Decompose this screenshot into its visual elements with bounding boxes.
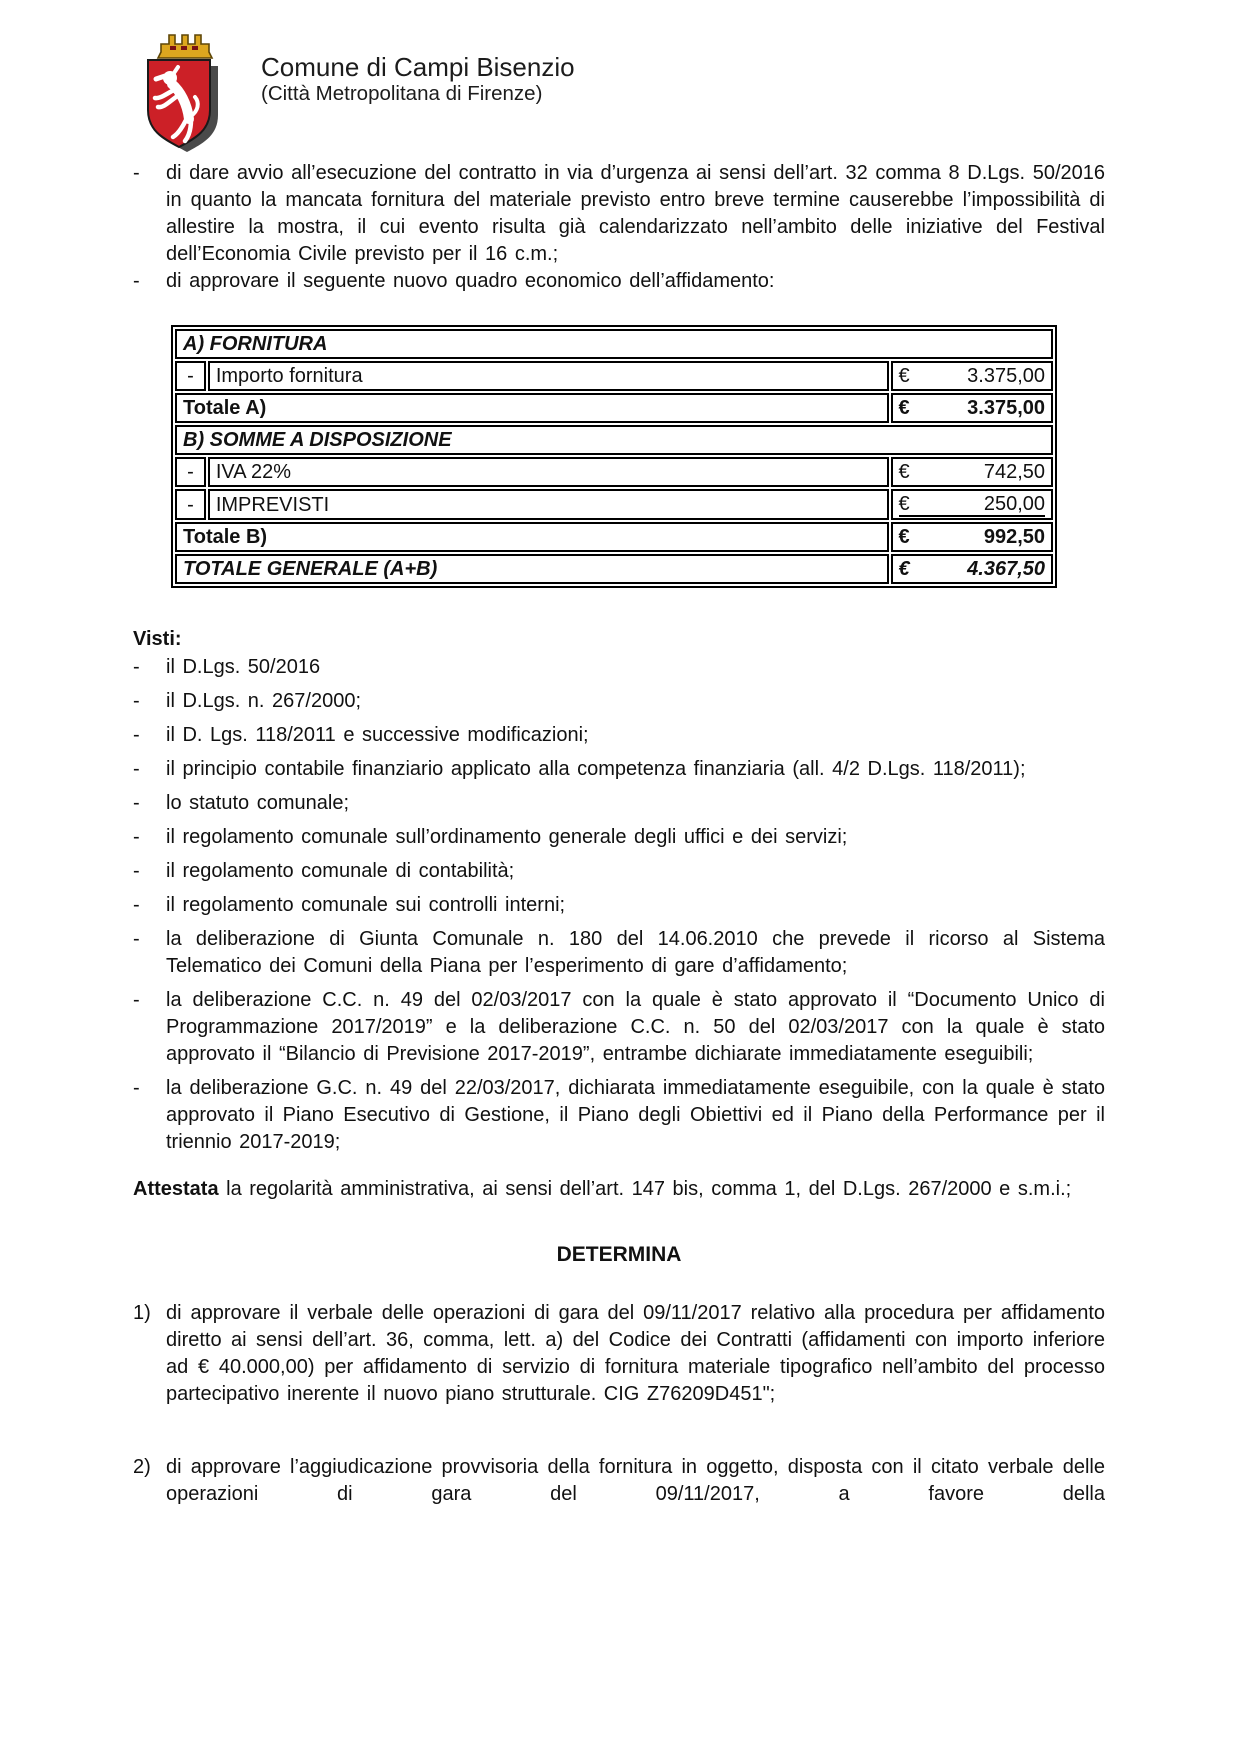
bullet-text: il regolamento comunale sull’ordinamento generale degli uffici e dei servizi;	[166, 826, 848, 848]
bullet-text: il regolamento comunale di contabilità;	[166, 860, 515, 882]
header-text-block	[261, 52, 575, 106]
crown-icon	[158, 35, 212, 58]
bullet-marker: -	[133, 989, 140, 1011]
bullet-text: la deliberazione di Giunta Comunale n. 180 del 14.06.2010 che prevede il ricorso al Sistema Telematico dei Comuni della Piana per l’esperimento di gare d’affidamento;	[166, 928, 1105, 977]
euro-sign: €	[898, 526, 910, 548]
bullet-text: il D.Lgs. 50/2016	[166, 656, 321, 678]
amount-cell	[891, 489, 1053, 520]
bullet-text: il D.Lgs. n. 267/2000;	[166, 690, 362, 712]
decision-text: di approvare il verbale delle operazioni di gara del 09/11/2017 relativo alla procedura per affidamento diretto ai sensi dell’art. 36, comma, lett. a) del Codice dei Contratti (affidamenti con importo inferiore ad € 40.000,00) per affidamento di servizio di fornitura materiale tipografico nell’ambito del processo partecipativo inerente il nuovo piano strutturale. CIG Z76209D451";	[166, 1302, 1105, 1405]
row-label-cell: IVA 22%	[208, 457, 889, 487]
visti-item	[133, 824, 1105, 851]
row-label-cell: Totale A)	[175, 393, 889, 423]
row-label-cell: Totale B)	[175, 522, 889, 552]
municipality-coat-of-arms-icon	[139, 28, 229, 154]
bullet-marker: -	[133, 758, 140, 780]
bullet-text: di approvare il seguente nuovo quadro economico dell’affidamento:	[166, 270, 775, 292]
bullet-marker: -	[133, 690, 140, 712]
amount-value: 4.367,50	[967, 558, 1045, 580]
bullet-marker: -	[133, 826, 140, 848]
visti-item	[133, 688, 1105, 715]
amount-cell	[891, 361, 1053, 391]
bullet-marker: -	[133, 792, 140, 814]
row-label-cell: TOTALE GENERALE (A+B)	[175, 554, 889, 584]
bullet-marker: -	[133, 724, 140, 746]
table-row-totale-generale	[175, 554, 1053, 584]
bullet-text: la deliberazione C.C. n. 49 del 02/03/2017 con la quale è stato approvato il “Documento Unico di Programmazione 2017/2019” e la deliberazione C.C. n. 50 del 02/03/2017 con la quale è stato approvato il “Bilancio di Previsione 2017-2019”, entrambe dichiarate immediatamente eseguibili;	[166, 989, 1105, 1065]
decisions-section	[133, 1300, 1105, 1508]
amount-value: 742,50	[983, 461, 1045, 483]
amount-cell	[891, 457, 1053, 487]
attestata-paragraph	[133, 1176, 1105, 1203]
bullet-marker: -	[133, 270, 140, 292]
visti-list	[133, 654, 1105, 1156]
row-marker-cell: -	[175, 489, 206, 520]
visti-item	[133, 654, 1105, 681]
visti-item	[133, 858, 1105, 885]
bullet-marker: -	[133, 656, 140, 678]
decision-text: di approvare l’aggiudicazione provvisoria della fornitura in oggetto, disposta con il citato verbale delle operazioni di gara del 09/11/2017, a favore della	[166, 1456, 1105, 1505]
row-label-cell: IMPREVISTI	[208, 489, 889, 520]
bullet-text: di dare avvio all’esecuzione del contratto in via d’urgenza ai sensi dell’art. 32 comma 8 D.Lgs. 50/2016 in quanto la mancata fornitura del materiale previsto entro breve termine causerebbe l’impossibilità di allestire la mostra, il cui evento risulta già calendarizzato nell’ambito delle iniziative del Festival dell’Economia Civile previsto per il 16 c.m.;	[166, 162, 1105, 265]
intro-bullet-1	[133, 160, 1105, 268]
bullet-text: il principio contabile finanziario applicato alla competenza finanziaria (all. 4/2 D.Lgs. 118/2011);	[166, 758, 1026, 780]
visti-heading: Visti:	[133, 628, 182, 650]
amount-value: 250,00	[983, 493, 1045, 515]
visti-item	[133, 926, 1105, 980]
table-row-section-b	[175, 425, 1053, 455]
bullet-marker: -	[133, 860, 140, 882]
table-row-section-a	[175, 329, 1053, 359]
visti-item	[133, 722, 1105, 749]
decision-number: 1)	[133, 1302, 151, 1324]
visti-item	[133, 790, 1105, 817]
attestata-text: la regolarità amministrativa, ai sensi dell’art. 147 bis, comma 1, del D.Lgs. 267/2000 e s.m.i.;	[226, 1178, 1072, 1200]
row-label-cell: Importo fornitura	[208, 361, 889, 391]
visti-item	[133, 1075, 1105, 1156]
bullet-text: lo statuto comunale;	[166, 792, 349, 814]
visti-section	[133, 626, 1105, 1156]
section-label-cell: B) SOMME A DISPOSIZIONE	[175, 425, 1053, 455]
decision-number: 2)	[133, 1456, 151, 1478]
euro-sign: €	[898, 558, 910, 580]
bullet-marker: -	[133, 1077, 140, 1099]
row-marker-cell: -	[175, 457, 206, 487]
visti-item	[133, 892, 1105, 919]
bullet-marker: -	[133, 894, 140, 916]
table-row-importo-fornitura	[175, 361, 1053, 391]
bullet-text: la deliberazione G.C. n. 49 del 22/03/2017, dichiarata immediatamente eseguibile, con la quale è stato approvato il Piano Esecutivo di Gestione, il Piano degli Obiettivi ed il Piano della Performance per il triennio 2017-2019;	[166, 1077, 1105, 1153]
table-row-totale-a	[175, 393, 1053, 423]
intro-section	[133, 160, 1105, 295]
municipality-subtitle: (Città Metropolitana di Firenze)	[261, 82, 543, 105]
decision-item-2	[133, 1454, 1105, 1508]
amount-cell	[891, 522, 1053, 552]
determina-heading: DETERMINA	[556, 1243, 682, 1266]
euro-sign: €	[898, 365, 910, 387]
amount-value: 992,50	[983, 526, 1045, 548]
budget-table-wrapper	[171, 325, 1105, 588]
euro-sign: €	[898, 397, 910, 419]
table-row-imprevisti	[175, 489, 1053, 520]
section-label-cell: A) FORNITURA	[175, 329, 1053, 359]
bullet-marker: -	[133, 162, 140, 184]
amount-cell	[891, 393, 1053, 423]
municipality-name: Comune di Campi Bisenzio	[261, 52, 575, 82]
bullet-text: il regolamento comunale sui controlli interni;	[166, 894, 566, 916]
euro-sign: €	[898, 461, 910, 483]
attestata-lead: Attestata	[133, 1178, 219, 1200]
row-marker-cell: -	[175, 361, 206, 391]
budget-table	[171, 325, 1057, 588]
visti-item	[133, 756, 1105, 783]
table-row-totale-b	[175, 522, 1053, 552]
euro-sign: €	[898, 493, 910, 515]
decision-item-1	[133, 1300, 1105, 1408]
table-row-iva	[175, 457, 1053, 487]
amount-cell	[891, 554, 1053, 584]
amount-value: 3.375,00	[967, 397, 1045, 419]
amount-value: 3.375,00	[967, 365, 1045, 387]
bullet-marker: -	[133, 928, 140, 950]
document-header	[133, 28, 1105, 160]
intro-bullet-2	[133, 268, 1105, 295]
visti-item	[133, 987, 1105, 1068]
bullet-text: il D. Lgs. 118/2011 e successive modificazioni;	[166, 724, 589, 746]
